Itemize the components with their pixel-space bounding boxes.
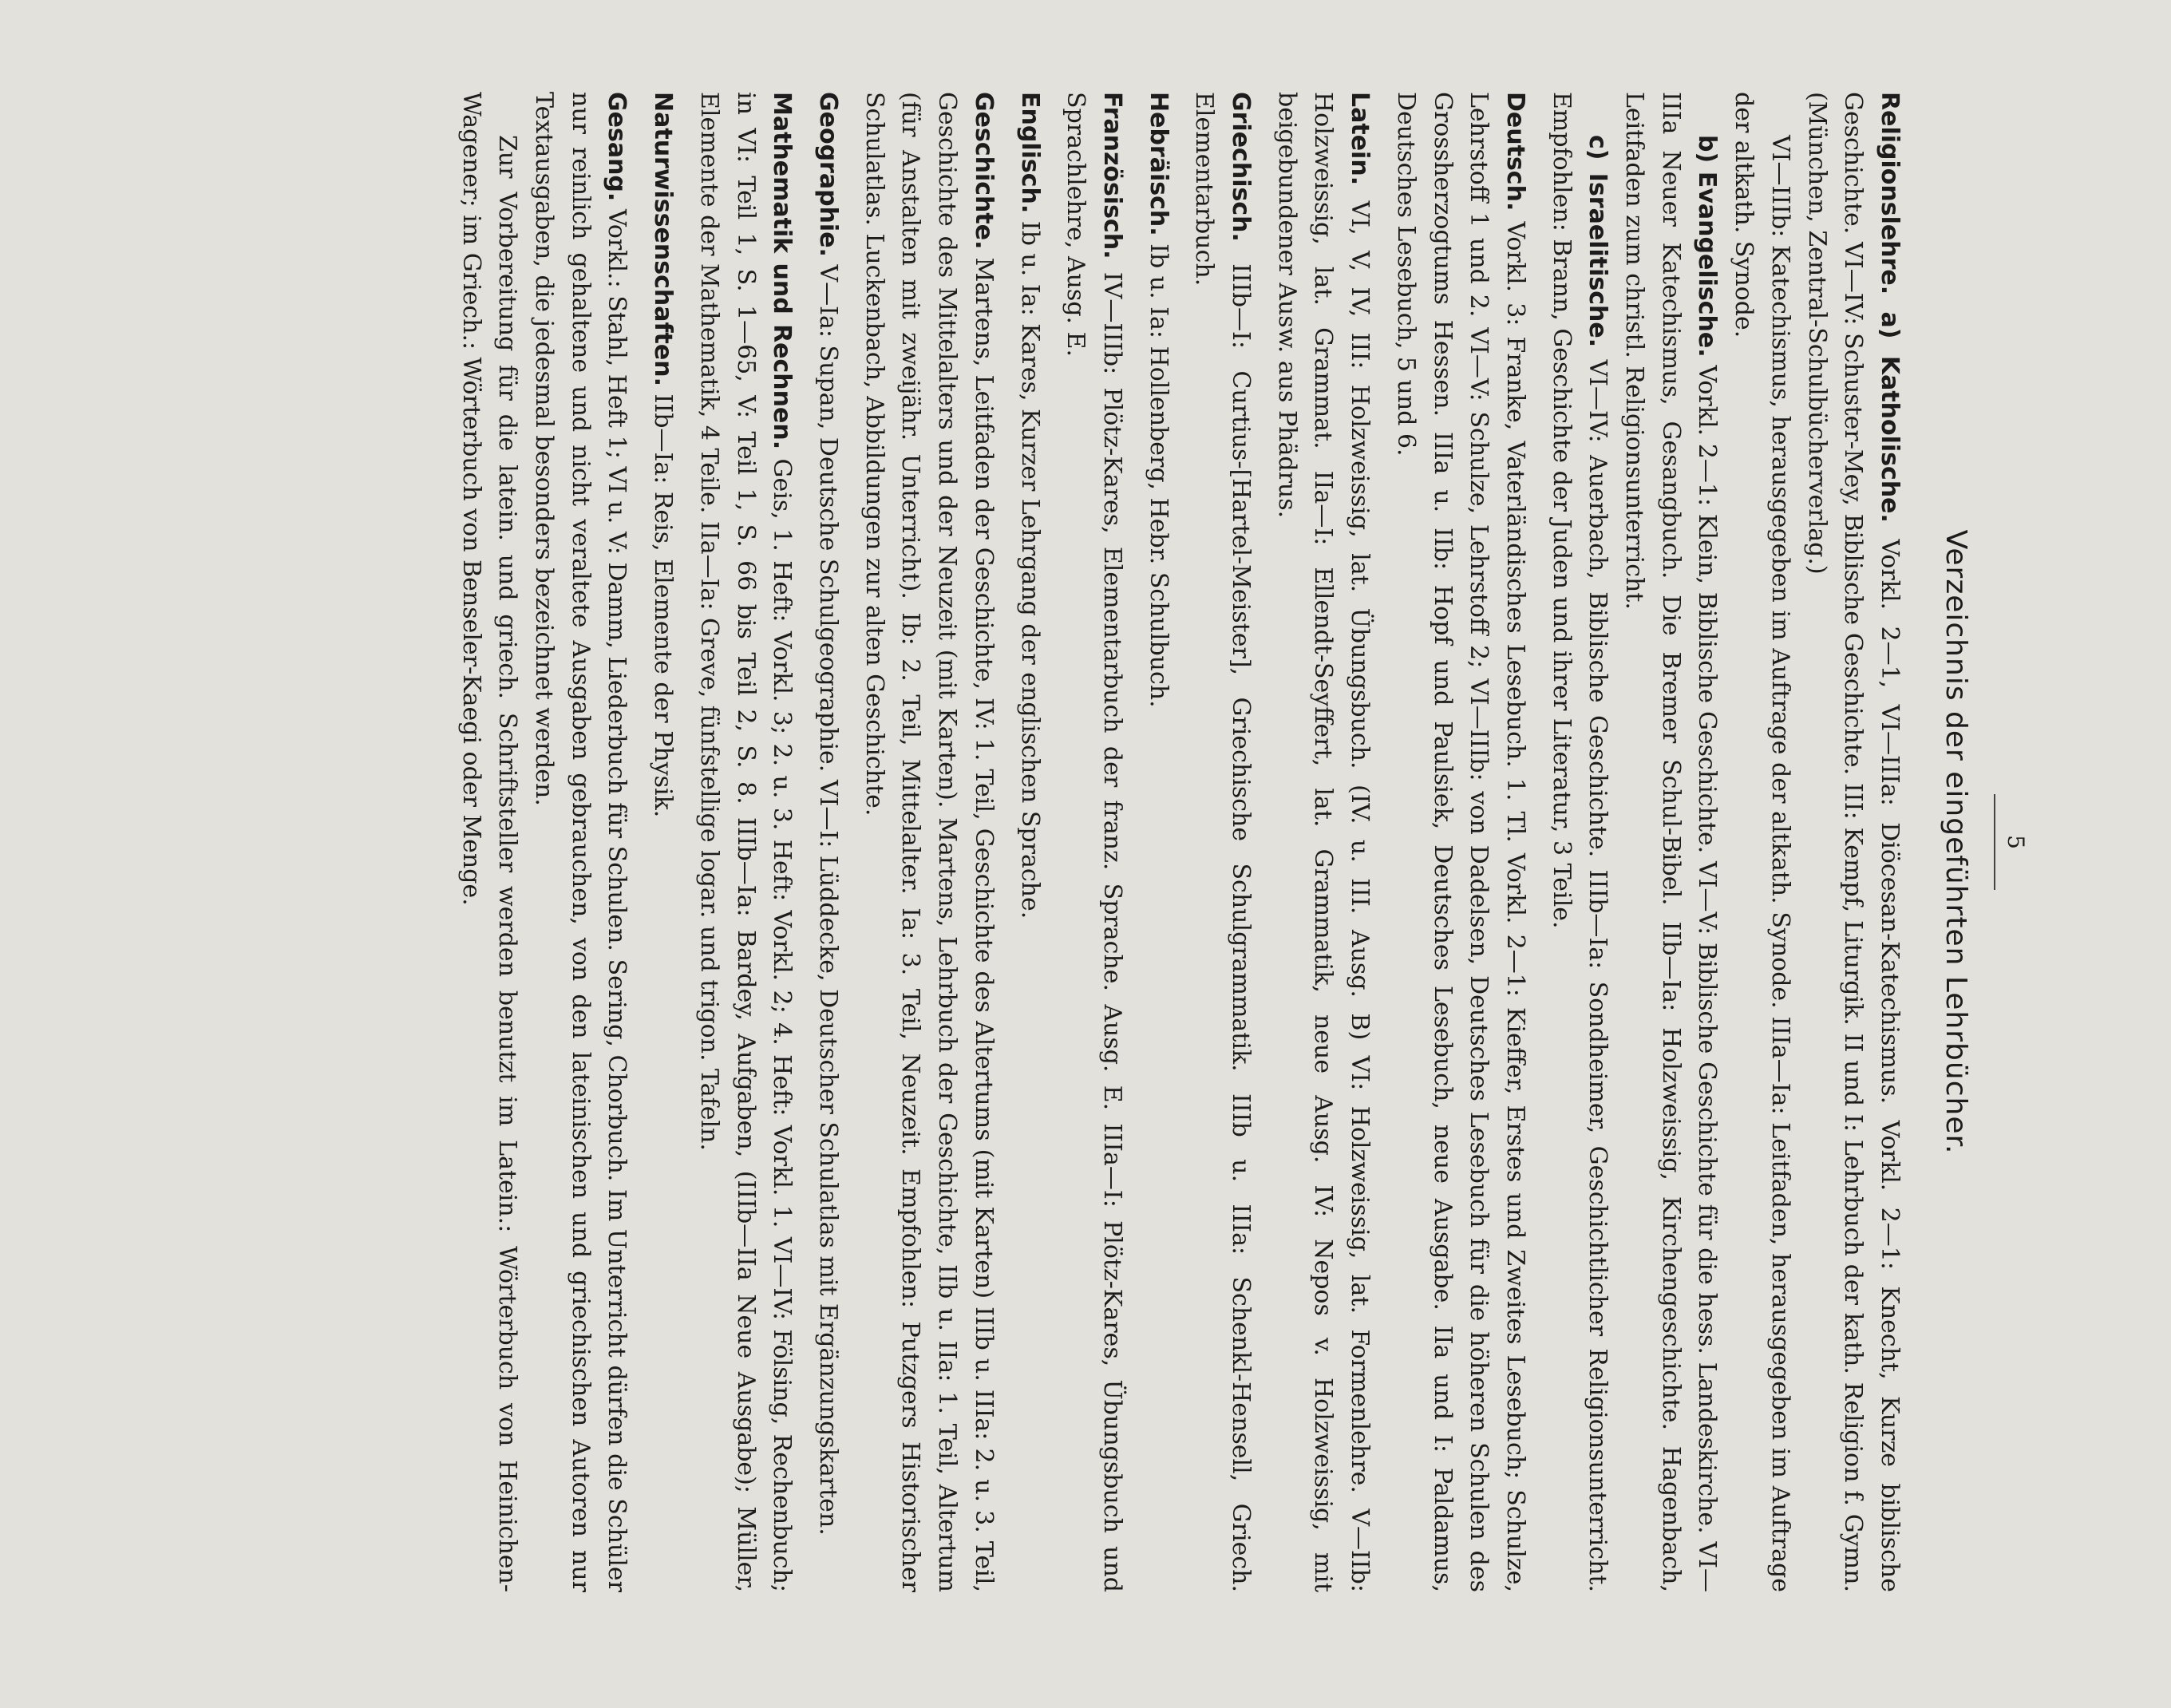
text-geschichte: Martens, Leitfaden der Geschichte, IV: 1. Teil, Geschichte des Altertums (mit Karten) IIIb u. IIIa: 2. u. 3. Teil, Geschichte des Mittelalters und der Neuzeit (mit Karten). Martens, Lehrbuch der Geschichte, IIb u. IIa: 1. Teil, Altertum (für Anstalten mit zweijähr. Unterricht). Ib: 2. Teil, Mittelalter. Ia: 3. Teil, Neuzeit. Empfohlen: Putzgers Historischer Schulatlas. Luckenbach, Abbildungen zur alten Geschichte. <box>860 92 998 1592</box>
entry-deutsch <box>1387 92 1533 1592</box>
page-title: Verzeichnis der eingeführten Lehrbücher. <box>1940 529 1972 1155</box>
heading-naturwissenschaften: Naturwissenschaften. <box>649 92 678 386</box>
entry-griechisch <box>1186 92 1259 1592</box>
text-closing-note: Zur Vorbereitung für die latein. und griech. Schriftsteller werden benutzt im Latein.: Wörterbuch von Heinichen-Wagener; im Griech.: Wörterbuch von Benseler-Kaegi oder Menge. <box>457 92 522 1592</box>
text-deutsch: Vorkl. 3: Franke, Vaterländisches Lesebuch. 1. Tl. Vorkl. 2—1: Kieffer, Erstes und Zweites Lesebuch; Schulze, Lehrstoff 1 und 2. VI—V: Schulze, Lehrstoff 2; VI—IIIb: von Dadelsen, Deutsches Lesebuch für die höheren Schulen des Grossherzogtums Hessen. IIIa u. IIb: Hopf und Paulsiek, Deutsches Lesebuch, neue Ausgabe. IIa und I: Paldamus, Deutsches Lesebuch, 5 und 6. <box>1391 92 1529 1592</box>
heading-englisch: Englisch. <box>1015 92 1044 214</box>
entry-latein <box>1268 92 1378 1592</box>
text-latein: VI, V, IV, III: Holzweissig, lat. Übungsbuch. (IV. u. III. Ausg. B) VI: Holzweissig, lat. Formenlehre. V—IIb: Holzweissig, lat. Grammat. IIa—I: Ellendt-Seyffert, lat. Grammatik, neue Ausg. IV: Nepos v. Holzweissig, mit beigebundener Ausw. aus Phädrus. <box>1272 92 1374 1592</box>
entry-geographie <box>809 92 846 1592</box>
entry-mathematik <box>690 92 800 1592</box>
entry-geschichte <box>856 92 1002 1592</box>
heading-religionslehre: Religionslehre. a) Katholische. <box>1876 92 1904 523</box>
entry-englisch <box>1011 92 1048 1592</box>
text-geographie: V—Ia: Supan, Deutsche Schulgeographie. VI—I: Lüddecke, Deutscher Schulatlas mit Ergänzungskarten. <box>814 264 843 1536</box>
heading-hebraeisch: Hebräisch. <box>1144 92 1172 236</box>
heading-geschichte: Geschichte. <box>969 92 998 250</box>
heading-geographie: Geographie. <box>814 92 843 257</box>
heading-griechisch: Griechisch. <box>1227 92 1256 242</box>
text-naturwissenschaften: IIb—Ia: Reis, Elemente der Physik. <box>649 393 678 818</box>
text-griechisch: IIIb—I: Curtius-[Hartel-Meister], Griechische Schulgrammatik. IIIb u. IIIa: Schenkl-Hensell, Griech. Elementarbuch. <box>1190 92 1256 1592</box>
heading-latein: Latein. <box>1346 92 1374 186</box>
document-body <box>443 92 2027 1592</box>
page-number-rule <box>1994 794 1995 890</box>
text-israelitisch: VI—IV: Auerbach, Biblische Geschichte. IIIb—Ia: Sondheimer, Geschichtlicher Religionsunterricht. Empfohlen: Brann, Geschichte der Juden und ihrer Literatur, 3 Teile. <box>1547 92 1612 1592</box>
page-number: 5 <box>2003 835 2029 849</box>
text-katholisch: Vorkl. 2—1, VI—IIIa: Diöcesan-Katechismus. Vorkl. 2—1: Knecht, Kurze biblische Geschichte. VI—IV: Schuster-Mey, Biblische Geschichte. III: Kempf, Liturgik. II und I: Lehrbuch der kath. Religion f. Gymn. (München, Zentral-Schulbücherverlag.) <box>1802 92 1904 1592</box>
heading-israelitisch: c) Israelitische. <box>1584 135 1612 348</box>
text-englisch: Ib u. Ia: Kares, Kurzer Lehrgang der englischen Sprache. <box>1015 220 1044 919</box>
entry-religionslehre <box>1543 92 1908 1592</box>
heading-deutsch: Deutsch. <box>1501 92 1529 212</box>
text-franzoesisch: IV—IIIb: Plötz-Kares, Elementarbuch der franz. Sprache. Ausg. E. IIIa—I: Plötz-Kares, Übungsbuch und Sprachlehre, Ausg. E. <box>1062 92 1126 1592</box>
text-gesang: Vorkl.: Stahl, Heft 1; VI u. V: Damm, Liederbuch für Schulen. Sering, Chorbuch. Im Unterricht dürfen die Schüler nur reinlich gehaltene und nicht veraltete Ausgaben gebrauchen, von den lateinischen und griechischen Autoren nur Textausgaben, die jedesmal besonders bezeichnet werden. <box>530 92 631 1592</box>
entry-hebraeisch <box>1140 92 1176 1592</box>
text-hebraeisch: Ib u. Ia: Hollenberg, Hebr. Schulbuch. <box>1144 243 1172 708</box>
heading-gesang: Gesang. <box>603 92 631 202</box>
text-mathematik: Geis, 1. Heft: Vorkl. 3; 2. u. 3. Heft: Vorkl. 2; 4. Heft: Vorkl. 1. VI—IV: Fölsing, Rechenbuch; in VI: Teil 1, S. 1—65, V: Teil 1, S. 66 bis Teil 2, S. 8. IIIb—Ia: Bardey, Aufgaben, (IIIb—IIa Neue Ausgabe); Müller, Elemente der Mathematik, 4 Teile. IIa—Ia: Greve, fünfstellige logar. und trigon. Tafeln. <box>694 92 797 1592</box>
entry-gesang <box>453 92 635 1592</box>
text-evangelisch: Vorkl. 2—1: Klein, Biblische Geschichte. VI—V: Biblische Geschichte für die hess. Landeskirche. VI—IIIa Neuer Katechismus, Gesangbuch. Die Bremer Schul-Bibel. IIb—Ia: Holzweissig, Kirchengeschichte. Hagenbach, Leitfaden zum christl. Religionsunterricht. <box>1620 92 1722 1592</box>
entry-naturwissenschaften <box>645 92 682 1592</box>
heading-franzoesisch: Französisch. <box>1097 92 1126 259</box>
entry-franzoesisch <box>1058 92 1130 1592</box>
heading-evangelisch: b) Evangelische. <box>1693 135 1722 358</box>
heading-mathematik: Mathematik und Rechnen. <box>768 92 797 450</box>
text-altkatholisch: VI—IIIb: Katechismus, herausgegeben im Auftrage der altkath. Synode. IIIa—Ia: Leitfaden, herausgegeben im Auftrage der altkath. Synode. <box>1730 92 1794 1592</box>
